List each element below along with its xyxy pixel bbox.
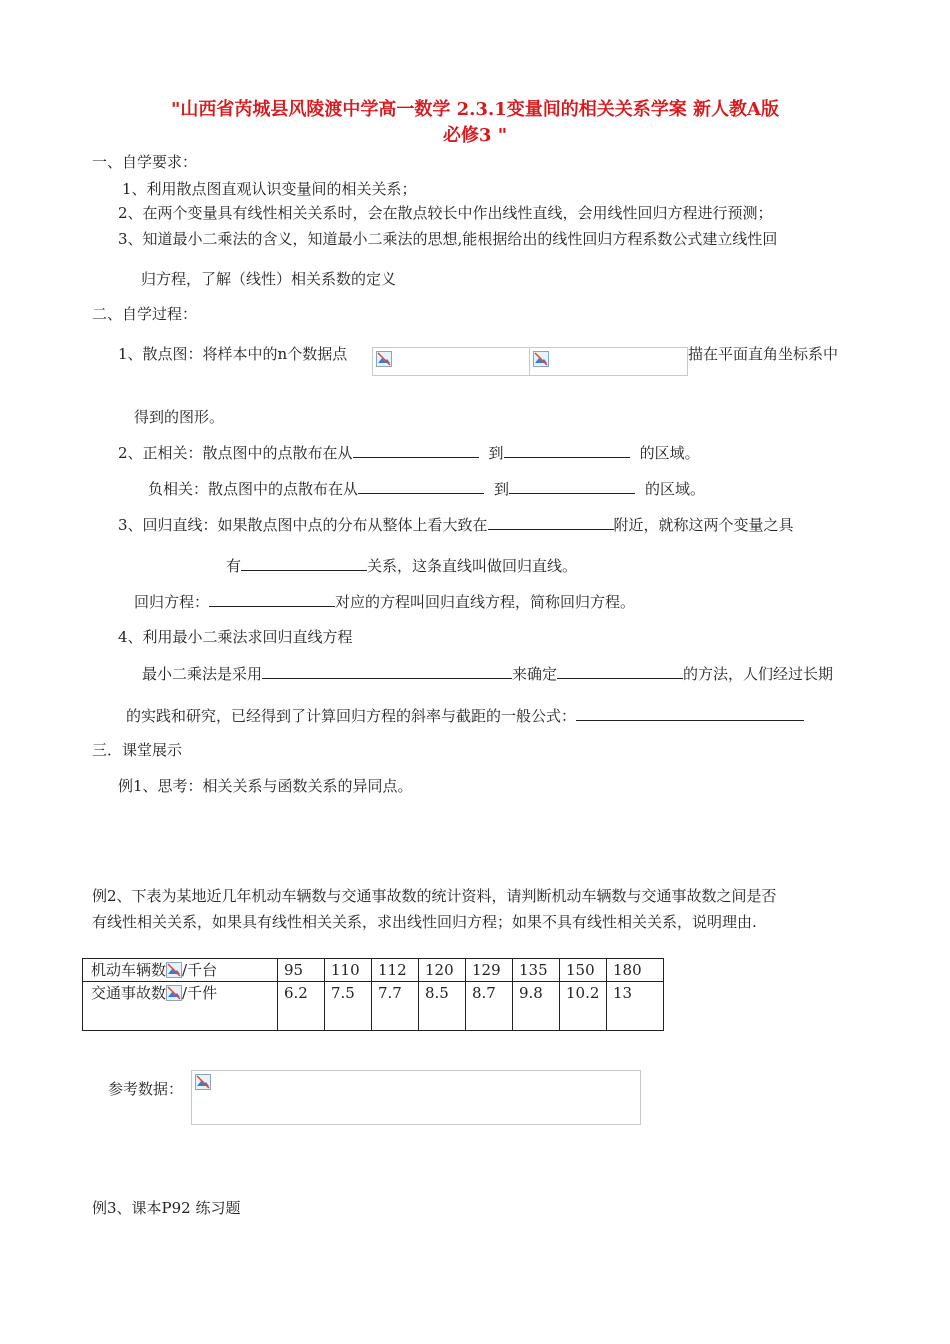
blank-field[interactable] [509, 478, 635, 494]
row-1-label-text: 机动车辆数 [91, 961, 167, 979]
table-cell: 7.7 [372, 982, 419, 1031]
reference-data-label: 参考数据： [108, 1080, 184, 1098]
table-cell: 120 [419, 959, 466, 982]
least-squares-line [142, 663, 833, 684]
example-1: 例1、思考：相关关系与函数关系的异同点。 [118, 777, 413, 795]
data-point-formula-image-1 [372, 347, 531, 376]
vehicle-accident-table [82, 958, 664, 1031]
blank-field[interactable] [557, 663, 683, 679]
scatter-definition-prefix: 1、散点图：将样本中的n个数据点 [118, 345, 348, 363]
table-cell: 95 [278, 959, 325, 982]
negative-correlation-label: 负相关：散点图中的点散布在从 [148, 480, 359, 498]
regression-equation-suffix: 对应的方程叫回归直线方程，简称回归方程。 [335, 593, 636, 611]
blank-field[interactable] [353, 442, 479, 458]
positive-correlation-label: 2、正相关：散点图中的点散布在从 [118, 444, 353, 462]
broken-image-icon [195, 1074, 211, 1090]
region-word: 的区域。 [639, 444, 700, 462]
blank-field[interactable] [358, 478, 484, 494]
data-point-formula-image-2 [529, 347, 688, 376]
blank-field[interactable] [241, 555, 367, 571]
negative-correlation-line [148, 478, 705, 499]
table-cell: 8.5 [419, 982, 466, 1031]
table-cell: 13 [607, 982, 664, 1031]
row-2-unit: /千件 [182, 984, 218, 1002]
table-cell: 129 [466, 959, 513, 982]
blank-field[interactable] [209, 591, 335, 607]
broken-image-icon [376, 351, 392, 367]
region-word: 的区域。 [645, 480, 706, 498]
table-cell: 7.5 [325, 982, 372, 1031]
broken-image-icon [166, 985, 182, 1001]
section-1-item-2: 2、在两个变量具有线性相关关系时，会在散点较长中作出线性直线，会用线性回归方程进行预测； [118, 204, 773, 222]
example-2-line-1: 例2、下表为某地近几年机动车辆数与交通事故数的统计资料，请判断机动车辆数与交通事故数之间是否 [92, 887, 777, 905]
table-row [83, 959, 664, 982]
section-1-item-3-cont: 归方程，了解（线性）相关系数的定义 [141, 270, 397, 288]
row-2-label [83, 982, 278, 1031]
least-squares-prefix: 最小二乘法是采用 [142, 665, 263, 683]
blank-field[interactable] [262, 663, 512, 679]
example-2-line-2: 有线性相关关系，如果具有线性相关关系，求出线性回归方程；如果不具有线性相关关系，说明理由. [92, 913, 757, 931]
row-2-label-text: 交通事故数 [91, 984, 167, 1002]
table-cell: 9.8 [513, 982, 560, 1031]
table-cell: 135 [513, 959, 560, 982]
regression-line-cont-suffix: 关系，这条直线叫做回归直线。 [367, 557, 578, 575]
regression-line-suffix: 附近，就称这两个变量之具 [613, 516, 794, 534]
least-squares-heading: 4、利用最小二乘法求回归直线方程 [118, 628, 353, 646]
reference-data-image [191, 1070, 641, 1125]
row-1-unit: /千台 [182, 961, 218, 979]
least-squares-cont-text: 的实践和研究，已经得到了计算回归方程的斜率与截距的一般公式： [126, 707, 577, 725]
section-1-item-3: 3、知道最小二乘法的含义，知道最小二乘法的思想,能根据给出的线性回归方程系数公式建立线性回 [118, 230, 778, 248]
regression-equation-prefix: 回归方程： [134, 593, 210, 611]
section-1-heading: 一、自学要求： [92, 153, 198, 171]
row-1-label [83, 959, 278, 982]
broken-image-icon [533, 351, 549, 367]
table-row [83, 982, 664, 1031]
table-cell: 180 [607, 959, 664, 982]
table-cell: 110 [325, 959, 372, 982]
table-cell: 8.7 [466, 982, 513, 1031]
regression-line-prefix: 3、回归直线：如果散点图中点的分布从整体上看大致在 [118, 516, 488, 534]
blank-field[interactable] [488, 514, 614, 530]
section-2-heading: 二、自学过程： [92, 305, 198, 323]
regression-line-cont-prefix: 有 [226, 557, 242, 575]
table-cell: 150 [560, 959, 607, 982]
broken-image-icon [166, 962, 182, 978]
least-squares-suffix: 的方法，人们经过长期 [683, 665, 834, 683]
to-word: 到 [488, 444, 504, 462]
example-3: 例3、课本P92 练习题 [92, 1199, 241, 1217]
section-3-heading: 三．课堂展示 [92, 741, 183, 759]
regression-line-cont [226, 555, 577, 576]
table-cell: 112 [372, 959, 419, 982]
document-title-line-2: 必修3 " [442, 125, 508, 146]
least-squares-mid: 来确定 [512, 665, 558, 683]
blank-field[interactable] [504, 442, 630, 458]
document-title-line-1: "山西省芮城县风陵渡中学高一数学 2.3.1变量间的相关关系学案 新人教A版 [171, 99, 779, 120]
table-cell: 6.2 [278, 982, 325, 1031]
table-cell: 10.2 [560, 982, 607, 1031]
least-squares-cont [126, 705, 804, 726]
to-word: 到 [494, 480, 510, 498]
regression-line-definition [118, 514, 794, 535]
scatter-definition-suffix: 描在平面直角坐标系中 [688, 345, 839, 363]
regression-equation-definition [134, 591, 635, 612]
positive-correlation-line [118, 442, 700, 463]
scatter-definition-cont: 得到的图形。 [134, 408, 225, 426]
section-1-item-1: 1、利用散点图直观认识变量间的相关关系； [122, 180, 417, 198]
blank-field[interactable] [576, 705, 804, 721]
